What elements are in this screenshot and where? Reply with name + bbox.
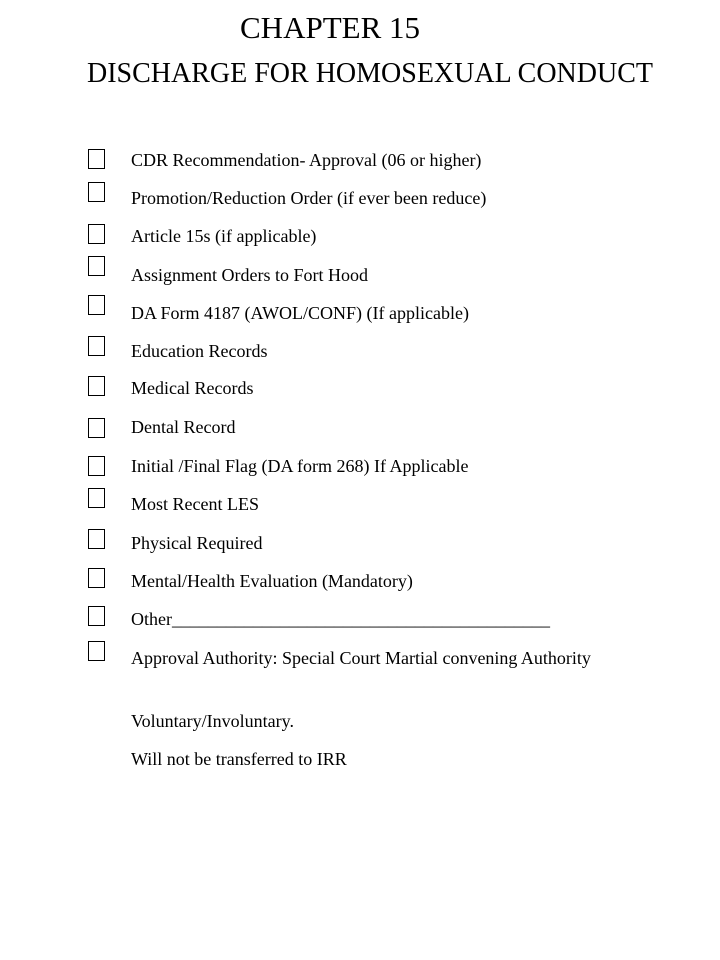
checklist-item-label: CDR Recommendation- Approval (06 or higher) — [131, 150, 482, 170]
checkbox-mental-health-evaluation[interactable] — [88, 568, 105, 588]
checklist-item-label: Approval Authority: Special Court Martial convening Authority — [131, 648, 591, 668]
checkbox-assignment-orders[interactable] — [88, 256, 105, 276]
checklist-item-label: Mental/Health Evaluation (Mandatory) — [131, 571, 413, 591]
checkbox-initial-final-flag[interactable] — [88, 456, 105, 476]
checklist-item-label: Promotion/Reduction Order (if ever been reduce) — [131, 188, 487, 208]
checklist-item-label: Education Records — [131, 341, 268, 361]
checkbox-dental-record[interactable] — [88, 418, 105, 438]
checklist-item-label: Initial /Final Flag (DA form 268) If Applicable — [131, 456, 469, 476]
checklist-item-label: Article 15s (if applicable) — [131, 226, 317, 246]
page-title: DISCHARGE FOR HOMOSEXUAL CONDUCT — [86, 58, 653, 89]
checklist-item-label: Other__________________________________________ — [131, 609, 550, 629]
checkbox-promotion-reduction-order[interactable] — [88, 182, 105, 202]
checkbox-education-records[interactable] — [88, 336, 105, 356]
checkbox-article-15s[interactable] — [88, 224, 105, 244]
checkbox-medical-records[interactable] — [88, 376, 105, 396]
checkbox-cdr-recommendation[interactable] — [88, 149, 105, 169]
irr-transfer-note: Will not be transferred to IRR — [131, 749, 347, 769]
checkbox-approval-authority[interactable] — [88, 641, 105, 661]
checkbox-most-recent-les[interactable] — [88, 488, 105, 508]
checkbox-da-form-4187[interactable] — [88, 295, 105, 315]
checklist-item-label: Physical Required — [131, 533, 263, 553]
checklist-item-label: Assignment Orders to Fort Hood — [131, 265, 368, 285]
chapter-heading: CHAPTER 15 — [240, 10, 420, 45]
checklist-item-label: Dental Record — [131, 417, 236, 437]
checklist-item-label: DA Form 4187 (AWOL/CONF) (If applicable) — [131, 303, 469, 323]
checklist-item-label: Medical Records — [131, 378, 254, 398]
discharge-type-note: Voluntary/Involuntary. — [131, 711, 294, 731]
checkbox-other[interactable] — [88, 606, 105, 626]
checklist-item-label: Most Recent LES — [131, 494, 259, 514]
checkbox-physical-required[interactable] — [88, 529, 105, 549]
